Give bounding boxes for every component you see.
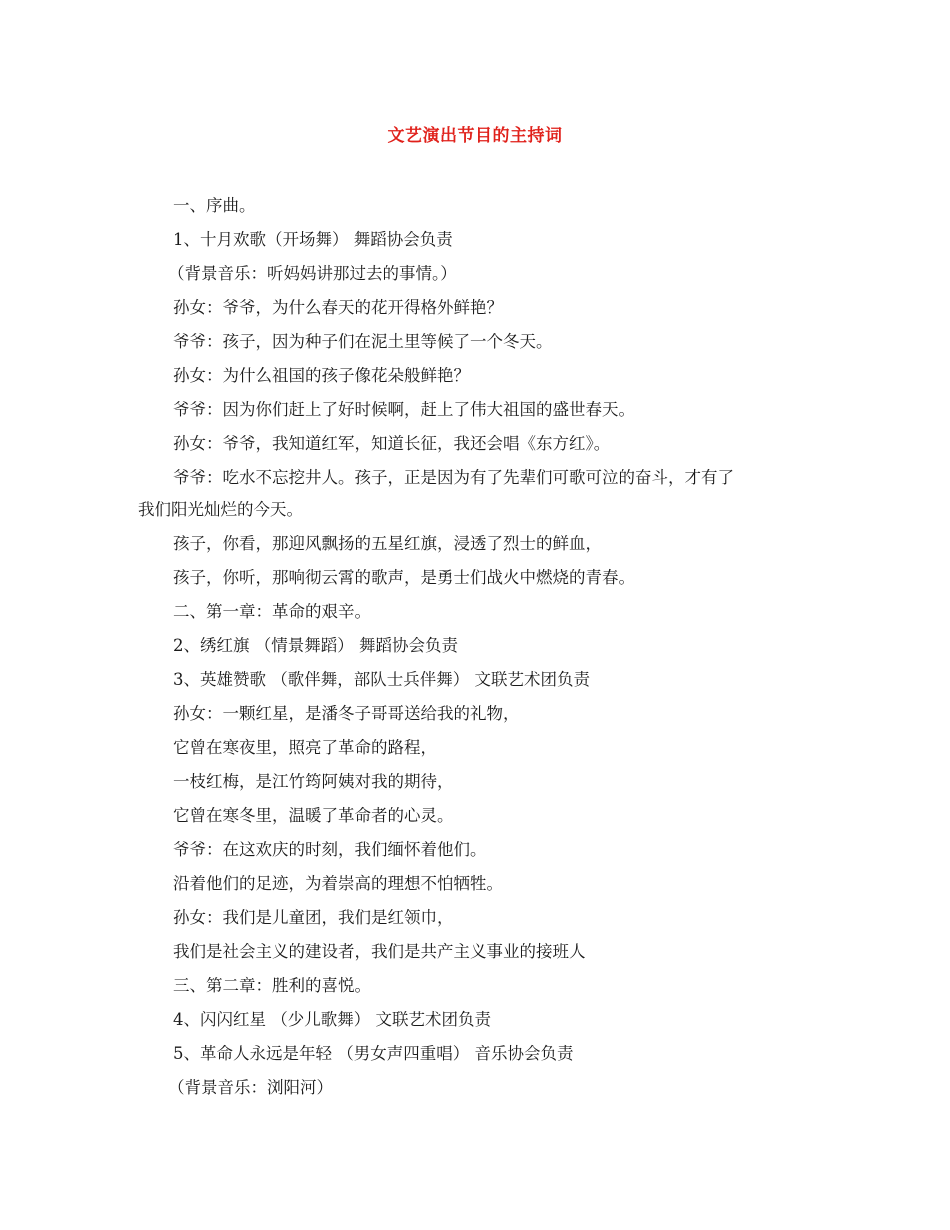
dialogue-line: 我们是社会主义的建设者，我们是共产主义事业的接班人 [173,942,586,961]
dialogue-line: 孙女：一颗红星，是潘冬子哥哥送给我的礼物， [173,704,520,723]
dialogue-line: 一枝红梅，是江竹筠阿姨对我的期待， [173,772,454,791]
section-heading-chapter-two: 三、第二章：胜利的喜悦。 [173,976,371,995]
dialogue-line: 孩子，你看，那迎风飘扬的五星红旗，浸透了烈士的鲜血， [173,534,602,553]
dialogue-line: 孙女：为什么祖国的孩子像花朵般鲜艳？ [173,366,470,385]
dialogue-line: 爷爷：吃水不忘挖井人。孩子，正是因为有了先辈们可歌可泣的奋斗，才有了 [173,468,734,487]
section-heading-prelude: 一、序曲。 [173,196,256,215]
program-item: 4、闪闪红星 （少儿歌舞） 文联艺术团负责 [173,1010,491,1029]
program-item: 2、绣红旗 （情景舞蹈） 舞蹈协会负责 [173,636,458,655]
program-item: 1、十月欢歌（开场舞） 舞蹈协会负责 [173,230,453,249]
dialogue-line: 孙女：爷爷，我知道红军，知道长征，我还会唱《东方红》。 [173,434,611,453]
dialogue-line: 它曾在寒冬里，温暖了革命者的心灵。 [173,806,454,825]
document-title: 文艺演出节目的主持词 [387,126,563,146]
background-music-note: （背景音乐：浏阳河） [168,1078,333,1097]
dialogue-line: 爷爷：孩子，因为种子们在泥土里等候了一个冬天。 [173,332,553,351]
dialogue-line-continuation: 我们阳光灿烂的今天。 [138,500,303,519]
dialogue-line: 爷爷：在这欢庆的时刻，我们缅怀着他们。 [173,840,487,859]
program-item: 3、英雄赞歌 （歌伴舞，部队士兵伴舞） 文联艺术团负责 [173,670,590,689]
dialogue-line: 孩子，你听，那响彻云霄的歌声，是勇士们战火中燃烧的青春。 [173,568,635,587]
dialogue-line: 孙女：我们是儿童团，我们是红领巾， [173,908,454,927]
dialogue-line: 爷爷：因为你们赶上了好时候啊，赶上了伟大祖国的盛世春天。 [173,400,635,419]
dialogue-line: 它曾在寒夜里，照亮了革命的路程， [173,738,437,757]
background-music-note: （背景音乐：听妈妈讲那过去的事情。） [168,264,457,283]
section-heading-chapter-one: 二、第一章：革命的艰辛。 [173,602,371,621]
document-body [138,194,818,1110]
program-item: 5、革命人永远是年轻 （男女声四重唱） 音乐协会负责 [173,1044,574,1063]
dialogue-line: 孙女：爷爷，为什么春天的花开得格外鲜艳？ [173,298,503,317]
dialogue-line: 沿着他们的足迹，为着崇高的理想不怕牺牲。 [173,874,503,893]
